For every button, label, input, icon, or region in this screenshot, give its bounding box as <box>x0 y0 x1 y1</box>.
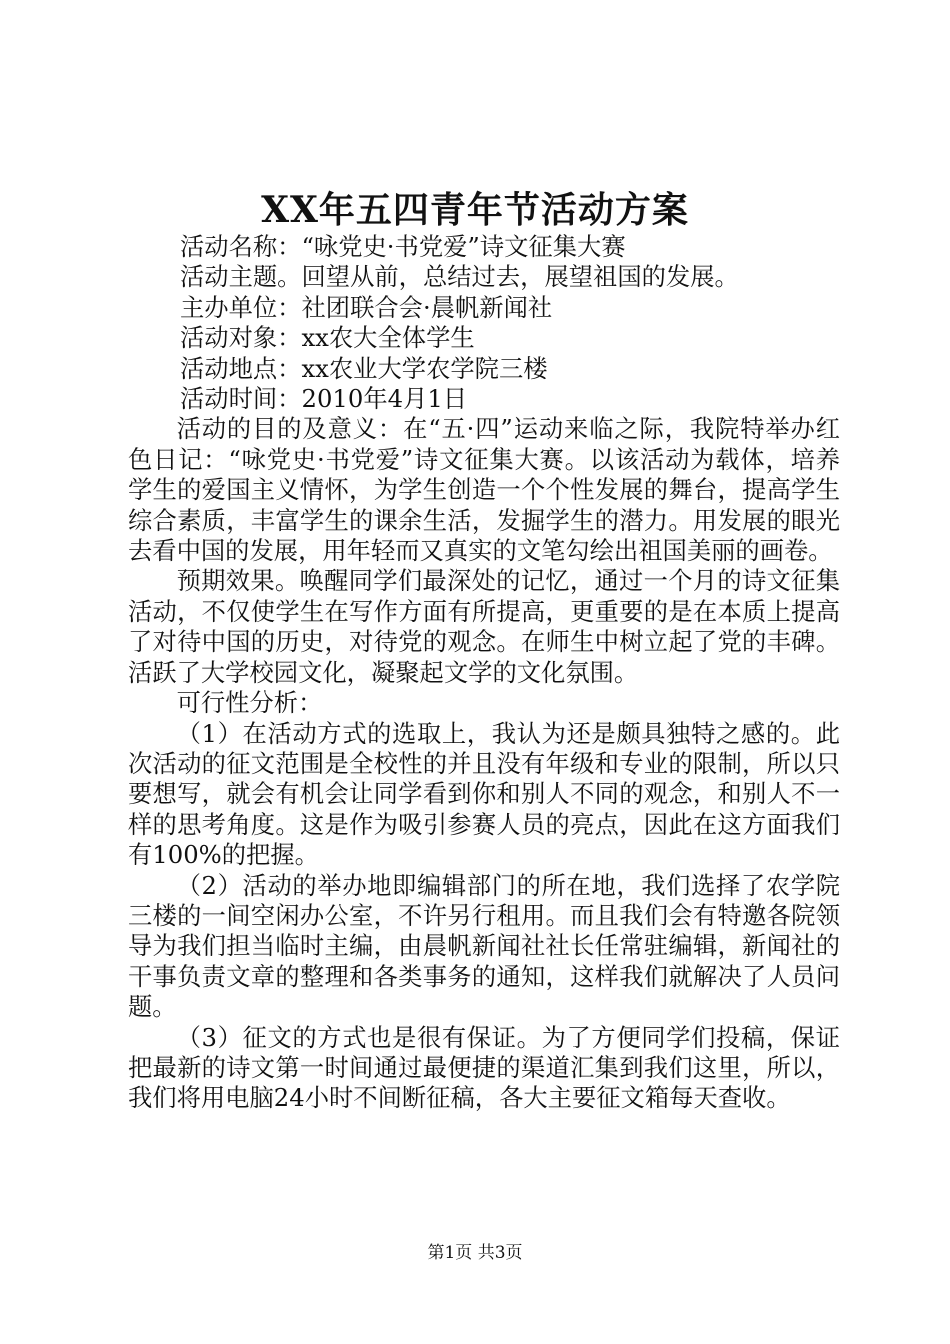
info-line-time: 活动时间：2010年4月1日 <box>180 384 468 414</box>
info-line-location: 活动地点：xx农业大学农学院三楼 <box>180 353 548 383</box>
info-line-organizer: 主办单位：社团联合会·晨帆新闻社 <box>180 292 553 322</box>
paragraph-feasibility-3: （3）征文的方式也是很有保证。为了方便同学们投稿，保证把最新的诗文第一时间通过最便捷的渠道汇集到我们这里，所以，我们将用电脑24小时不间断征稿，各大主要征文箱每天查收。 <box>128 1022 840 1113</box>
info-line-activity-theme: 活动主题。回望从前，总结过去，展望祖国的发展。 <box>180 262 739 292</box>
info-line-audience: 活动对象：xx农大全体学生 <box>180 323 475 353</box>
document-body <box>128 232 840 1114</box>
paragraph-expected-effect: 预期效果。唤醒同学们最深处的记忆，通过一个月的诗文征集活动，不仅使学生在写作方面有所提高，更重要的是在本质上提高了对待中国的历史，对待党的观念。在师生中树立起了党的丰碑。活跃了大学校园文化，凝聚起文学的文化氛围。 <box>128 566 840 687</box>
document-title: XX年五四青年节活动方案 <box>261 189 689 231</box>
paragraph-purpose: 活动的目的及意义：在“五·四”运动来临之际，我院特举办红色日记：“咏党史·书党爱”诗文征集大赛。以该活动为载体，培养学生的爱国主义情怀，为学生创造一个个性发展的舞台，提高学生综合素质，丰富学生的课余生活，发掘学生的潜力。用发展的眼光去看中国的发展，用年轻而又真实的文笔勾绘出祖国美丽的画卷。 <box>128 414 840 566</box>
paragraph-feasibility-heading: 可行性分析： <box>176 688 323 718</box>
paragraph-feasibility-1: （1）在活动方式的选取上，我认为还是颇具独特之感的。此次活动的征文范围是全校性的并且没有年级和专业的限制，所以只要想写，就会有机会让同学看到你和别人不同的观念，和别人不一样的思考角度。这是作为吸引参赛人员的亮点，因此在这方面我们有100%的把握。 <box>128 718 840 870</box>
info-line-activity-name: 活动名称：“咏党史·书党爱”诗文征集大赛 <box>180 232 626 261</box>
paragraph-feasibility-2: （2）活动的举办地即编辑部门的所在地，我们选择了农学院三楼的一间空闲办公室，不许另行租用。而且我们会有特邀各院领导为我们担当临时主编，由晨帆新闻社社长任常驻编辑，新闻社的干事负责文章的整理和各类事务的通知，这样我们就解决了人员问题。 <box>128 870 840 1022</box>
page-number-footer: 第1页 共3页 <box>427 1243 523 1263</box>
